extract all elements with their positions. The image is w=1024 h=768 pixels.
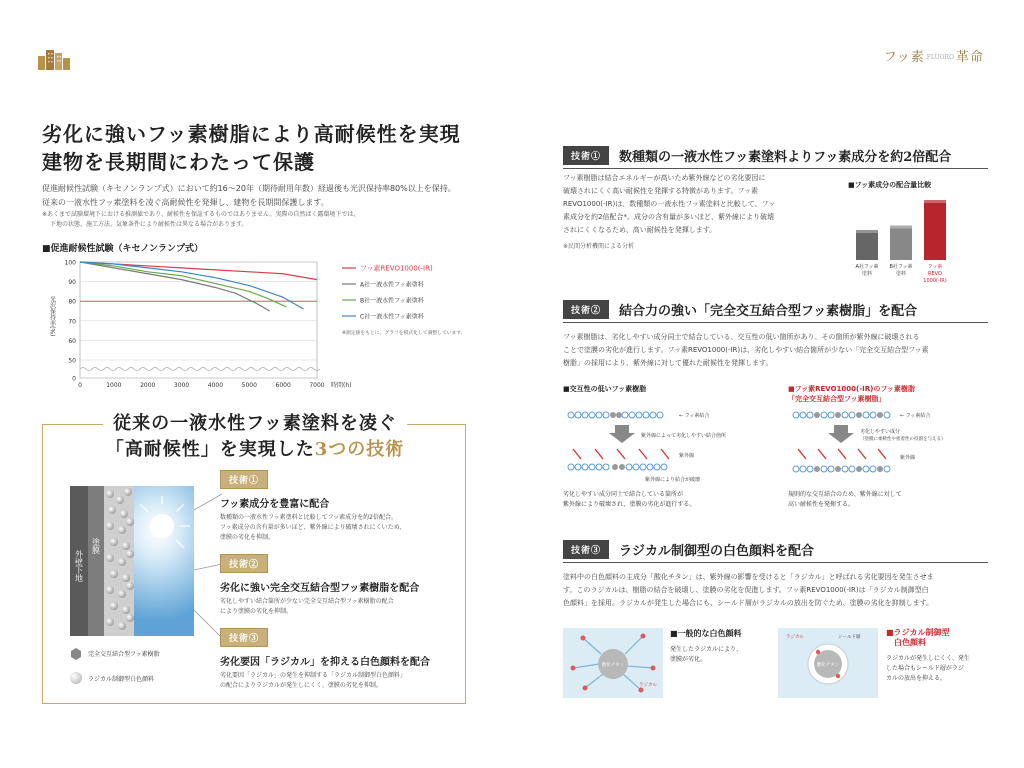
callout-title-line-1: 従来の一液水性フッ素塗料を凌ぐ [103,413,407,434]
tech-desc-3-line-2: の配合によりラジカルが発生しにくく、塗膜の劣化を抑制。 [220,682,382,689]
title-line-1: 劣化に強いフッ素樹脂により高耐候性を実現 [42,122,461,146]
radical-control-title-2: 白色顔料 [894,638,926,647]
right-caption-1: 規則的な交互結合のため、紫外線に対して [788,491,902,498]
tech-tag-3: 技術③ [220,628,268,647]
tech-heading-3: 劣化要因「ラジカル」を抑える白色顔料を配合 [220,657,430,668]
left-caption-2: 紫外線により破壊され、塗膜の劣化が進行する。 [563,501,696,508]
bar-1 [856,230,878,260]
section-tech-2 [563,300,988,370]
label-fluoro-bond: ← フッ素結合 [679,413,710,419]
right-diagram-title-1: ■フッ素REVO1000(-IR)のフッ素樹脂 [788,385,915,393]
bar-label-3: REVO [928,271,942,277]
legend-label-4: C社一液水性フッ素塗料 [360,313,424,321]
legend-label-1: フッ素REVO1000(-IR) [360,264,433,273]
bar-label-3: 1000(-IR) [923,278,947,284]
series-line-3 [80,262,287,307]
y-tick-label: 100 [64,259,76,267]
illustration-legend [70,648,160,684]
radical-control-desc [886,654,990,684]
section-3-title: ラジカル制御型の白色顔料を配合 [619,544,815,559]
brand-logo [884,46,984,65]
series-line-2 [80,262,270,311]
tech-desc-3 [220,671,460,691]
callout-title [43,411,467,463]
tech-desc-1-line-3: 塗膜の劣化を抑制。 [220,534,275,541]
section-3-body-line-3: 色顔料」を採用。ラジカルが発生した場合にも、シールド層がラジカルの放出を防ぐため、塗膜の劣化を抑制します。 [563,599,934,607]
chart-heading: ■促進耐候性試験（キセノンランプ式） [42,244,204,254]
bar-label-1: A社フッ素 [855,264,879,270]
down-arrow-icon [828,425,854,443]
legend-label-3: B社一液水性フッ素塗料 [360,297,424,305]
right-caption-2: 高い耐候性を発揮する。 [788,501,855,508]
section-1-note: ※民間分析機関による分析 [563,243,635,250]
fluorine-content-bar-chart [848,192,978,292]
legend-item-pigment [70,672,160,684]
title-line-2: 建物を長期間にわたって保護 [42,150,315,174]
y-tick-label: 70 [68,318,76,326]
tech-item-1 [220,468,460,543]
y-tick-label: 0 [72,375,76,383]
right-diagram-title-2: 「完全交互結合型フッ素樹脂」 [788,395,886,403]
section-tech-1 [563,146,988,169]
tech-tag-1: 技術① [220,470,268,489]
intro-line-1: 促進耐候性試験（キセノンランプ式）において約16〜20年（期待耐用年数）経過後も光沢保持率80%以上を保持。 [42,184,456,193]
tech-desc-2-line-2: により塗膜の劣化を抑制。 [220,608,293,615]
label-weak-bond: 紫外線によって劣化しやすい結合箇所 [641,433,727,439]
building-logo-icon [36,48,72,70]
brand-text-1: フッ素 [883,50,925,65]
general-pigment-desc-2: 塗膜が劣化。 [670,656,707,663]
left-label-radical: ラジカル [639,683,657,688]
general-pigment-illustration [563,628,663,698]
x-tick-label: 5000 [241,382,257,389]
tech-tag-2: 技術② [220,554,268,573]
weathering-chart [42,256,482,396]
low-alternating-resin-diagram [563,405,778,487]
callout-title-line-2b: 3つの技術 [314,439,405,460]
section-2-header [563,300,988,323]
label-fluoro-bond-right: ← フッ素結合 [900,413,931,419]
y-tick-label: 60 [68,337,76,345]
brand-text-2: 革命 [955,50,984,65]
section-2-body-line-2: ことで塗膜の劣化が進行します。フッ素REVO1000(-IR)は、劣化しやすい結合箇所が少ない「完全交互結合型フッ素 [563,346,929,354]
bar-top-3 [924,200,946,203]
note-line-1: ※あくまで試験環境下における推測値であり、耐候性を保証するものではありません。実際の自然ばく露環境下では、 [42,211,360,218]
label-uv-right: 紫外線 [900,455,916,461]
section-1-body-line-1: フッ素樹脂は結合エネルギーが高いため紫外線などの劣化要因に [563,174,766,182]
tech-desc-1-line-2: フッ素成分の含有量が多いほど、紫外線により破壊されにくいため、 [220,524,406,531]
section-2-tag: 技術② [563,300,609,319]
intro-text [42,182,472,210]
chart-note: ※測定値をもとに、グラフを模式化して調整しています。 [342,331,466,336]
radical-control-desc-1: ラジカルが発生しにくく、発生 [886,655,970,662]
general-pigment-title: ■一般的な白色顔料 [670,629,742,638]
tech-desc-3-line-1: 劣化要因「ラジカル」の発生を抑制する「ラジカル制御型白色顔料」 [220,672,407,679]
down-arrow-icon [609,425,635,443]
y-tick-label: 90 [68,279,76,287]
section-3-body-line-1: 塗料中の白色顔料の主成分「酸化チタン」は、紫外線の影響を受けると「ラジカル」と呼ばれる劣化要因を発生させま [563,573,934,581]
x-tick-label: 7000 [309,382,325,389]
bar-3 [924,200,946,260]
right-label-radical: ラジカル [786,635,804,640]
fluorine-content-bar-chart-svg [848,192,978,292]
bar-label-2: 塗料 [895,271,907,277]
bar-top-2 [890,226,912,229]
x-tick-label: 3000 [173,382,190,389]
radical-control-desc-2: した場合もシールド層がラジ [886,665,964,672]
radical-control-title [886,628,990,648]
sphere-icon [70,672,82,684]
bar-chart-title: ■フッ素成分の配合量比較 [848,181,932,189]
section-2-body [563,331,988,370]
legend-label-resin: 完全交互結合型フッ素樹脂 [88,651,160,658]
label-strong-2: （塗膜に柔軟性や密着性の役割を与える） [860,437,946,442]
tech-item-3 [220,626,460,691]
right-label-titanium: 酸化チタン [816,663,840,668]
y-axis-label: 光沢保持率(%) [48,296,56,337]
coating-cross-section-illustration [70,486,194,636]
right-label-shield: シールド層 [838,635,861,640]
bar-2 [890,226,912,261]
section-1-body-line-3: REVO1000(-IR)は、数種類の一液水性フッ素塗料と比較して、フッ [563,200,776,208]
x-tick-label: 0 [78,382,82,389]
tech-desc-2 [220,597,460,617]
section-1-body-line-2: 破壊されにくく高い耐候性を発揮する特徴があります。フッ素 [563,187,758,195]
bar-label-3: フッ素 [927,264,943,270]
section-3-header [563,540,988,563]
bar-top-1 [856,230,878,233]
y-tick-label: 80 [68,298,76,306]
section-tech-3 [563,540,988,610]
axis-break [80,368,320,371]
section-1-tag: 技術① [563,146,609,165]
section-3-tag: 技術③ [563,540,609,559]
right-diagram-title [788,384,915,404]
section-2-title: 結合力の強い「完全交互結合型フッ素樹脂」を配合 [619,304,918,319]
legend-label-pigment: ラジカル制御型白色顔料 [88,675,155,683]
callout-title-line-2a: 「高耐候性」を実現した [105,439,315,460]
radical-control-pigment-illustration [778,628,878,698]
note-line-2: 下地の状態、施工方法、気象条件により耐候性は異なる場合があります。 [50,221,248,228]
wall-label-base: 外壁下地 [74,550,84,582]
x-tick-label: 1000 [106,382,122,389]
bar-label-1: 塗料 [861,271,873,277]
y-tick-label: 50 [68,357,76,365]
section-1-title: 数種類の一液水性フッ素塗料よりフッ素成分を約2倍配合 [619,150,952,165]
section-1-body [563,172,828,250]
radical-control-title-1: ■ラジカル制御型 [886,628,950,637]
disclaimer-note [42,210,472,230]
alternating-resin-diagram [788,405,988,487]
section-3-body-line-2: す。このラジカルは、樹脂の結合を破壊し、塗膜の劣化を促進します。フッ素REVO1000(-IR)は「ラジカル制御型白 [563,586,929,594]
general-pigment-desc [670,645,770,665]
left-diagram-title: ■交互性の低いフッ素樹脂 [563,385,647,393]
page-title [42,120,461,176]
tech-desc-2-line-1: 劣化しやすい結合箇所が少ない完全交互結合型フッ素樹脂の配合 [220,598,394,605]
hexagon-icon [70,648,82,662]
section-2-body-line-3: 樹脂」の採用により、紫外線に対して優れた耐候性を発揮します。 [563,359,773,367]
tech-desc-1 [220,513,460,543]
brand-text-small: FLUORO [926,54,954,61]
section-1-body-line-4: 素成分を約2倍配合*。成分の含有量が多いほど、紫外線により破壊 [563,213,774,221]
left-diagram-caption [563,490,695,510]
legend-item-resin [70,648,160,662]
x-tick-label: 2000 [140,382,156,389]
x-tick-label: 6000 [275,382,291,389]
right-diagram-caption [788,490,902,510]
tech-heading-2: 劣化に強い完全交互結合型フッ素樹脂を配合 [220,583,420,594]
x-tick-label: 4000 [207,382,224,389]
bar-label-2: B社フッ素 [889,264,913,270]
section-3-body [563,571,988,610]
section-1-body-line-5: されにくくなるため、高い耐候性を発揮します。 [563,226,717,234]
tech-item-2 [220,552,460,617]
weathering-chart-svg [42,256,482,396]
radical-control-pigment-text [886,628,990,684]
label-broken: 紫外線により結合が破壊 [645,477,701,483]
wall-label-coat: 塗膜 [91,538,101,554]
legend-label-2: A社一液水性フッ素塗料 [360,281,424,289]
general-pigment-text [670,628,770,665]
general-pigment-desc-1: 発生したラジカルにより、 [670,646,743,653]
tech-desc-1-line-1: 数種類の一液水性フッ素塗料と比較してフッ素成分を約2倍配合。 [220,514,397,521]
section-2-body-line-1: フッ素樹脂は、劣化しやすい成分同士で結合している、交互性の低い箇所があり、その箇所が紫外線に破壊される [563,333,920,341]
label-uv: 紫外線 [679,453,695,459]
x-axis-label: 時間(h) [331,382,352,389]
section-1-header [563,146,988,169]
tech-heading-1: フッ素成分を豊富に配合 [220,499,330,510]
left-caption-1: 劣化しやすい成分同士で結合している箇所が [563,491,684,498]
left-label-titanium: 酸化チタン [601,663,625,668]
label-strong-1: 劣化しやすい成分 [860,429,901,435]
radical-control-desc-3: カルの放出を抑える。 [886,675,947,682]
intro-line-2: 従来の一液水性フッ素塗料を凌ぐ高耐候性を発揮し、建物を長期間保護します。 [42,198,329,207]
